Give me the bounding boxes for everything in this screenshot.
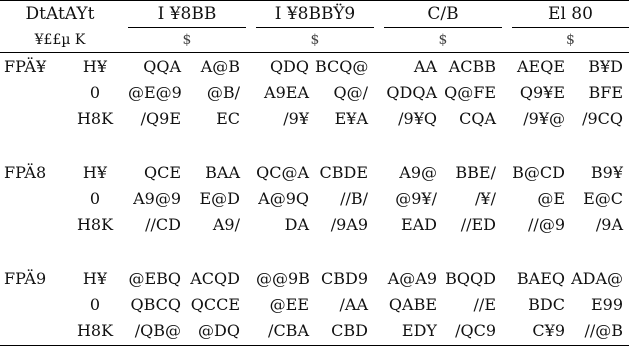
table-cell: A9@9 [133,188,181,208]
currency-label: $ [310,32,320,48]
table-cell: QCE [143,162,181,182]
left-header-subtitle: ¥££µ K [34,31,86,48]
table-cell: @DQ [198,320,240,340]
table-cell: A9@ [399,162,437,182]
table-cell: CBD [331,320,368,340]
table-cell: B¥D [588,56,623,76]
row-label: 0 [89,294,101,314]
table-cell: /Q9E [140,108,181,128]
column-header: El 80 [512,1,629,28]
table-cell: /9¥Q [398,108,437,128]
table-cell: /9A9 [330,214,368,234]
table-cell: /AA [339,294,368,314]
group-label: FPÄ9 [4,268,47,288]
table-cell: /QC9 [455,320,496,340]
table-row [0,79,629,105]
table-cell: BBE/ [455,162,496,182]
table-cell: QCCE [190,294,240,314]
table-cell: /CBA [268,320,309,340]
table-cell: EAD [400,214,437,234]
table-cell: ACQD [190,268,240,288]
table-cell: /9¥ [283,108,309,128]
currency-label: $ [566,32,575,48]
header-row [0,1,629,28]
table-cell: @E [537,188,565,208]
table-cell: EC [216,108,240,128]
column-header: I ¥8BBŸ9 [256,1,374,28]
table-cell: //E [473,294,496,314]
table-cell: /9¥@ [523,108,565,128]
table-cell: BCQ@ [315,56,369,76]
table-cell: QBCQ [130,294,181,314]
table-cell: BAA [205,162,240,182]
table-cell: //ED [460,214,496,234]
table-cell: A@9Q [258,188,309,208]
table-cell: EDY [401,320,437,340]
table-row [0,265,629,291]
table-cell: BFE [588,82,623,102]
row-label: 0 [89,82,101,102]
table-row [0,291,629,317]
table-cell: //@B [584,320,623,340]
table-cell: @EE [269,294,309,314]
table-cell: E99 [590,294,623,314]
table-row [0,185,629,211]
table-cell: C¥9 [532,320,565,340]
table-cell: @B/ [206,82,240,102]
table-cell: QDQA [386,82,437,102]
left-header-title: DtAtAYt [25,4,95,25]
row-label: H¥ [82,162,108,182]
row-label: 0 [89,188,101,208]
table-cell: E¥A [334,108,368,128]
table-cell: QABE [388,294,437,314]
table-cell: QQA [143,56,181,76]
table-cell: Q@FE [444,82,496,102]
table-cell: AEQE [516,56,565,76]
table-cell: ACBB [448,56,496,76]
table-cell: @@9B [256,268,310,288]
table-cell: A9EA [264,82,309,102]
table-cell: CBD9 [320,268,368,288]
table-cell: /9CQ [582,108,623,128]
row-label: H¥ [82,268,108,288]
table-cell: A9/ [212,214,240,234]
table-cell: BQQD [445,268,496,288]
table-cell: B9¥ [590,162,623,182]
table-cell: B@CD [512,162,565,182]
row-label: H¥ [82,56,108,76]
row-label: H8K [76,214,114,234]
table-cell: DA [284,214,309,234]
row-label: H8K [76,320,114,340]
table-cell: @9¥/ [395,188,437,208]
table-cell: A@B [200,56,240,76]
subheader-row [0,28,629,53]
table-cell: E@D [199,188,240,208]
table-cell: ADA@ [571,268,623,288]
table-cell: //@9 [528,214,565,234]
table-cell: //CD [145,214,181,234]
currency-label: $ [182,32,192,48]
table-cell: CBDE [319,162,368,182]
table-cell: BAEQ [516,268,565,288]
table-row [0,159,629,185]
table-row [0,105,629,131]
table-cell: Q@/ [333,82,368,102]
row-label: H8K [76,108,114,128]
column-header: C/B [384,1,502,28]
table-cell: /9A [595,214,623,234]
column-header: I ¥8BB [128,1,246,28]
table-cell: CQA [459,108,496,128]
table-row [0,211,629,237]
group-label: FPÄ¥ [4,56,47,76]
group-label: FPÄ8 [4,162,47,182]
currency-label: $ [438,32,448,48]
table-cell: /¥/ [475,188,496,208]
table-cell: //B/ [340,188,368,208]
table-cell: QDQ [269,56,309,76]
table-row [0,53,629,80]
table-cell: A@A9 [387,268,437,288]
table-cell: @E@9 [128,82,182,102]
table-row [0,317,629,345]
table-cell: AA [413,56,437,76]
table-cell: BDC [528,294,565,314]
table-cell: QC@A [256,162,309,182]
table-cell: /QB@ [134,320,181,340]
table-cell: Q9¥E [519,82,565,102]
table-cell: E@C [583,188,623,208]
table-cell: @EBQ [128,268,181,288]
